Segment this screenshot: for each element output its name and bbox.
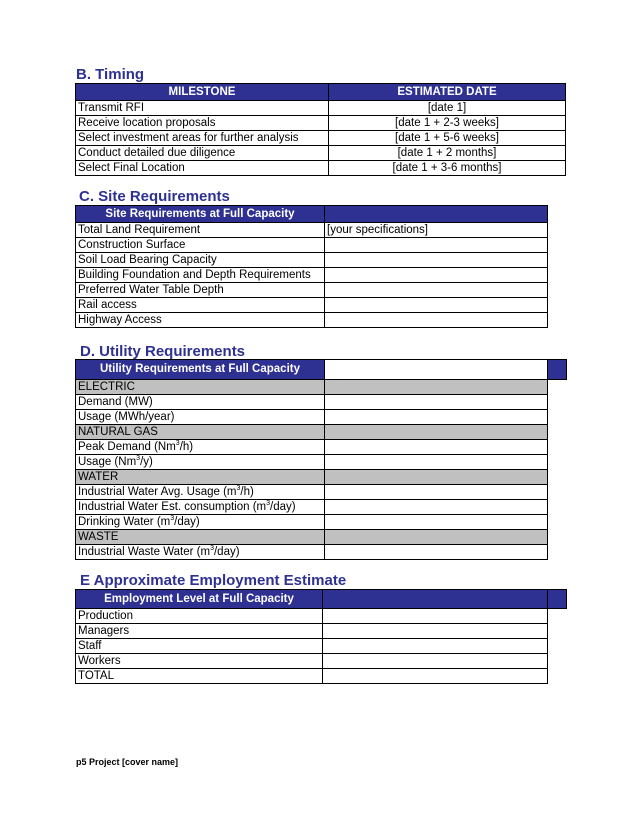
utility-item-text: /day) <box>270 501 296 513</box>
table-row <box>76 624 548 639</box>
table-row <box>76 238 548 253</box>
table-row <box>76 253 548 268</box>
value-cell <box>325 410 548 425</box>
table-row <box>76 530 548 545</box>
value-cell <box>325 238 548 253</box>
table-row <box>76 410 548 425</box>
employment-table <box>75 589 548 684</box>
table-header-row <box>76 84 566 101</box>
utility-item-text: Industrial Waste Water (m <box>78 546 211 558</box>
table-row <box>76 268 548 283</box>
value-cell <box>323 669 548 684</box>
milestone-cell: Receive location proposals <box>76 116 329 131</box>
table-row <box>76 500 548 515</box>
category-fill <box>325 530 548 545</box>
table-row <box>76 639 548 654</box>
table-row <box>76 161 566 176</box>
table-row <box>76 669 548 684</box>
employment-item: Staff <box>76 639 323 654</box>
utility-item <box>76 440 325 455</box>
section-title: Utility Requirements <box>95 343 246 360</box>
value-cell <box>325 545 548 560</box>
utility-item-text: /day) <box>213 546 240 558</box>
utility-item <box>76 455 325 470</box>
table-header-row <box>76 360 548 380</box>
milestone-cell: Conduct detailed due diligence <box>76 146 329 161</box>
value-cell <box>323 609 548 624</box>
employment-item: Workers <box>76 654 323 669</box>
utility-item <box>76 500 325 515</box>
timing-table <box>75 83 566 176</box>
column-header-blank <box>323 590 548 609</box>
requirement-cell: Construction Surface <box>76 238 325 253</box>
column-header-blank <box>325 206 548 223</box>
superscript: 3 <box>136 455 141 463</box>
milestone-cell: Select investment areas for further analysis <box>76 131 329 146</box>
table-row <box>76 395 548 410</box>
requirement-cell: Rail access <box>76 298 325 313</box>
utility-item <box>76 515 325 530</box>
table-row <box>76 515 548 530</box>
table-row <box>76 298 548 313</box>
table-row <box>76 654 548 669</box>
utility-item-text: /h) <box>240 486 254 498</box>
superscript: 3 <box>236 485 241 493</box>
section-heading-utility <box>80 343 245 360</box>
value-cell <box>325 455 548 470</box>
table-header-row <box>76 206 548 223</box>
requirement-cell: Preferred Water Table Depth <box>76 283 325 298</box>
section-heading-employment: E Approximate Employment Estimate <box>80 572 347 589</box>
utility-item-text: Drinking Water (m <box>78 516 171 528</box>
milestone-cell: Select Final Location <box>76 161 329 176</box>
table-row <box>76 470 548 485</box>
value-cell <box>325 500 548 515</box>
category-fill <box>325 425 548 440</box>
date-cell: [date 1 + 2-3 weeks] <box>329 116 566 131</box>
date-cell: [date 1 + 3-6 months] <box>329 161 566 176</box>
value-cell <box>325 268 548 283</box>
milestone-cell: Transmit RFI <box>76 101 329 116</box>
employment-total: TOTAL <box>76 669 323 684</box>
table-row <box>76 440 548 455</box>
date-cell: [date 1 + 5-6 weeks] <box>329 131 566 146</box>
column-header-milestone: MILESTONE <box>76 84 329 101</box>
superscript: 3 <box>170 515 175 523</box>
value-cell <box>323 624 548 639</box>
utility-item <box>76 545 325 560</box>
table-row <box>76 131 566 146</box>
utility-item-text: /day) <box>174 516 200 528</box>
date-cell: [date 1 + 2 months] <box>329 146 566 161</box>
employment-item: Managers <box>76 624 323 639</box>
utility-item-text: Industrial Water Avg. Usage (m <box>78 486 237 498</box>
employment-item: Production <box>76 609 323 624</box>
table-row <box>76 223 548 238</box>
superscript: 3 <box>210 545 214 553</box>
table-row <box>76 609 548 624</box>
category-electric: ELECTRIC <box>76 380 325 395</box>
header-extra-cell <box>546 589 567 609</box>
utility-item-text: Usage (Nm <box>78 456 137 468</box>
table-row <box>76 313 548 328</box>
section-heading-site: C. Site Requirements <box>79 188 230 205</box>
section-letter: D. <box>80 343 95 360</box>
table-row <box>76 425 548 440</box>
site-requirements-table <box>75 205 548 328</box>
column-header-utility: Utility Requirements at Full Capacity <box>76 360 325 380</box>
value-cell <box>325 253 548 268</box>
value-cell <box>325 515 548 530</box>
column-header-blank <box>325 360 548 380</box>
value-cell <box>323 654 548 669</box>
utility-item: Usage (MWh/year) <box>76 410 325 425</box>
category-fill <box>325 380 548 395</box>
category-water: WATER <box>76 470 325 485</box>
superscript: 3 <box>175 440 180 448</box>
table-row <box>76 101 566 116</box>
requirement-cell: Soil Load Bearing Capacity <box>76 253 325 268</box>
utility-item-text: /h) <box>179 441 194 453</box>
value-cell <box>325 485 548 500</box>
value-cell <box>323 639 548 654</box>
category-natural-gas: NATURAL GAS <box>76 425 325 440</box>
value-cell <box>325 298 548 313</box>
value-cell <box>325 313 548 328</box>
table-row <box>76 545 548 560</box>
column-header-site: Site Requirements at Full Capacity <box>76 206 325 223</box>
requirement-cell: Building Foundation and Depth Requirements <box>76 268 325 283</box>
utility-item-text: /y) <box>140 456 153 468</box>
value-cell <box>325 440 548 455</box>
table-row <box>76 146 566 161</box>
table-row <box>76 455 548 470</box>
utility-item: Demand (MW) <box>76 395 325 410</box>
superscript: 3 <box>266 500 271 508</box>
requirement-cell: Total Land Requirement <box>76 223 325 238</box>
table-row <box>76 283 548 298</box>
table-header-row <box>76 590 548 609</box>
category-waste: WASTE <box>76 530 325 545</box>
table-row <box>76 485 548 500</box>
category-fill <box>325 470 548 485</box>
section-heading-timing: B. Timing <box>76 66 145 83</box>
value-cell <box>325 395 548 410</box>
utility-item <box>76 485 325 500</box>
utility-item-text: Industrial Water Est. consumption (m <box>78 501 267 513</box>
table-row <box>76 380 548 395</box>
header-extra-cell <box>546 359 567 380</box>
utility-requirements-table <box>75 359 548 560</box>
value-cell: [your specifications] <box>325 223 548 238</box>
table-row <box>76 116 566 131</box>
page-footer: p5 Project [cover name] <box>76 757 179 767</box>
column-header-employment: Employment Level at Full Capacity <box>76 590 323 609</box>
date-cell: [date 1] <box>329 101 566 116</box>
requirement-cell: Highway Access <box>76 313 325 328</box>
value-cell <box>325 283 548 298</box>
utility-item-text: Peak Demand (Nm <box>78 441 176 453</box>
column-header-estimated-date: ESTIMATED DATE <box>329 84 566 101</box>
